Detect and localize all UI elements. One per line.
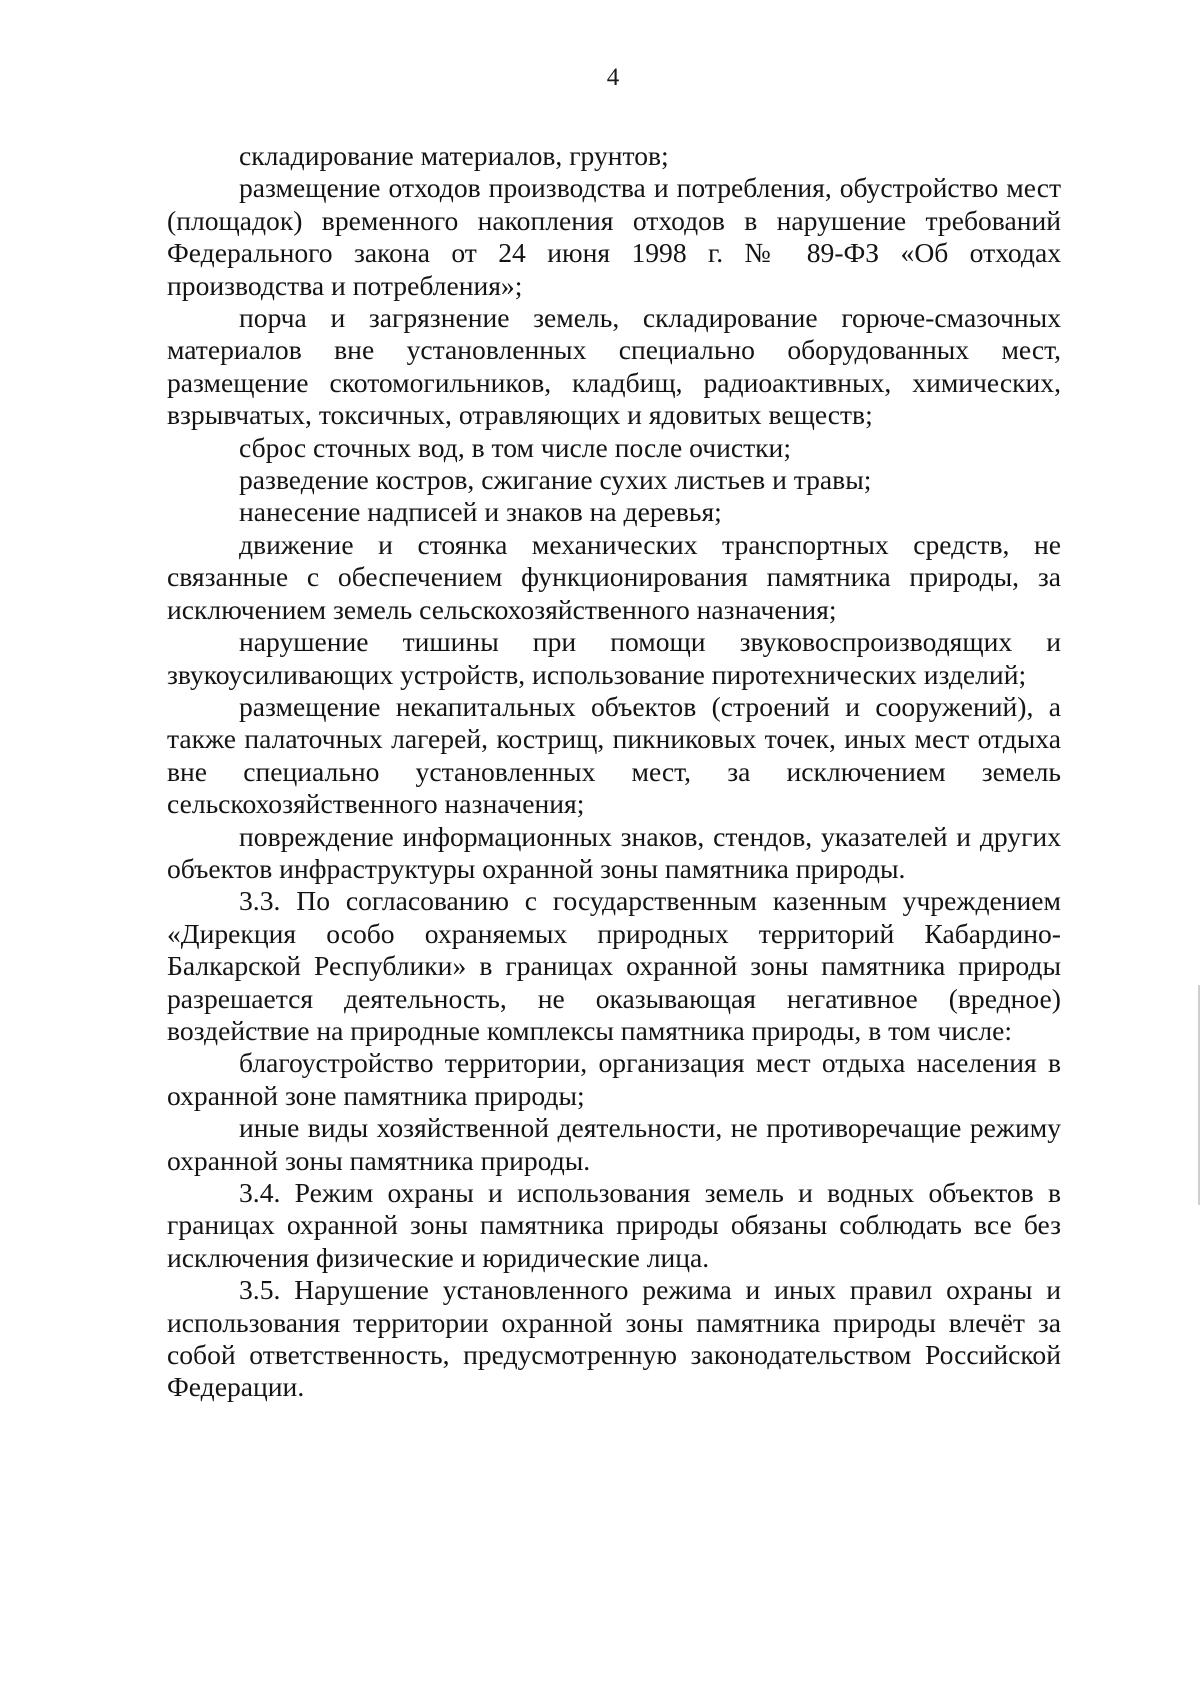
- paragraph-vehicle-movement: движение и стоянка механических транспортных средств, не связанные с обеспечением функционирования памятника природы, за исключением земель сельскохозяйственного назначения;: [167, 528, 1061, 625]
- paragraph-section-3-4: 3.4. Режим охраны и использования земель и водных объектов в границах охранной зоны памятника природы обязаны соблюдать все без исключения физические и юридические лица.: [167, 1177, 1061, 1273]
- paragraph-temporary-structures: размещение некапитальных объектов (строений и сооружений), а также палаточных лагерей, кострищ, пикниковых точек, иных мест отдыха вне специально установленных мест, за исключением земель сельскохозяйственного назначения;: [167, 690, 1061, 820]
- paragraph-noise: нарушение тишины при помощи звуковоспроизводящих и звукоусиливающих устройств, использование пиротехнических изделий;: [167, 626, 1061, 690]
- paragraph-landscaping: благоустройство территории, организация мест отдыха населения в охранной зоне памятника природы;: [167, 1047, 1061, 1111]
- paragraph-section-3-5: 3.5. Нарушение установленного режима и иных правил охраны и использования территории охранной зоны памятника природы влечёт за собой ответственность, предусмотренную законодательством Российской Федерации.: [167, 1274, 1061, 1403]
- paragraph-storage-materials: складирование материалов, грунтов;: [239, 140, 669, 171]
- paragraph-section-3-3: 3.3. По согласованию с государственным казенным учреждением «Дирекция особо охраняемых природных территорий Кабардино-Балкарской Республики» в границах охранной зоны памятника природы разрешается деятельность, не оказывающая негативное (вредное) воздействие на природные комплексы памятника природы, в том числе:: [167, 885, 1061, 1046]
- paragraph-other-activities: иные виды хозяйственной деятельности, не противоречащие режиму охранной зоны памятника природы.: [167, 1112, 1061, 1176]
- paragraph-tree-inscriptions: нанесение надписей и знаков на деревья;: [239, 496, 722, 528]
- paragraph-land-pollution: порча и загрязнение земель, складирование горюче-смазочных материалов вне установленных специально оборудованных мест, размещение скотомогильников, кладбищ, радиоактивных, химических, взрывчатых, токсичных, отравляющих и ядовитых веществ;: [167, 302, 1061, 431]
- document-body: [167, 140, 1061, 1404]
- paragraph-waste-placement: размещение отходов производства и потребления, обустройство мест (площадок) временного накопления отходов в нарушение требований Федерального закона от 24 июня 1998 г. № 89-ФЗ «Об отходах производства и потребления»;: [167, 172, 1061, 301]
- paragraph-bonfires: разведение костров, сжигание сухих листьев и травы;: [239, 464, 872, 496]
- paragraph-sign-damage: повреждение информационных знаков, стендов, указателей и других объектов инфраструктуры охранной зоны памятника природы.: [167, 820, 1061, 884]
- paragraph-wastewater-discharge: сброс сточных вод, в том числе после очистки;: [239, 431, 791, 463]
- page-number: 4: [606, 64, 620, 91]
